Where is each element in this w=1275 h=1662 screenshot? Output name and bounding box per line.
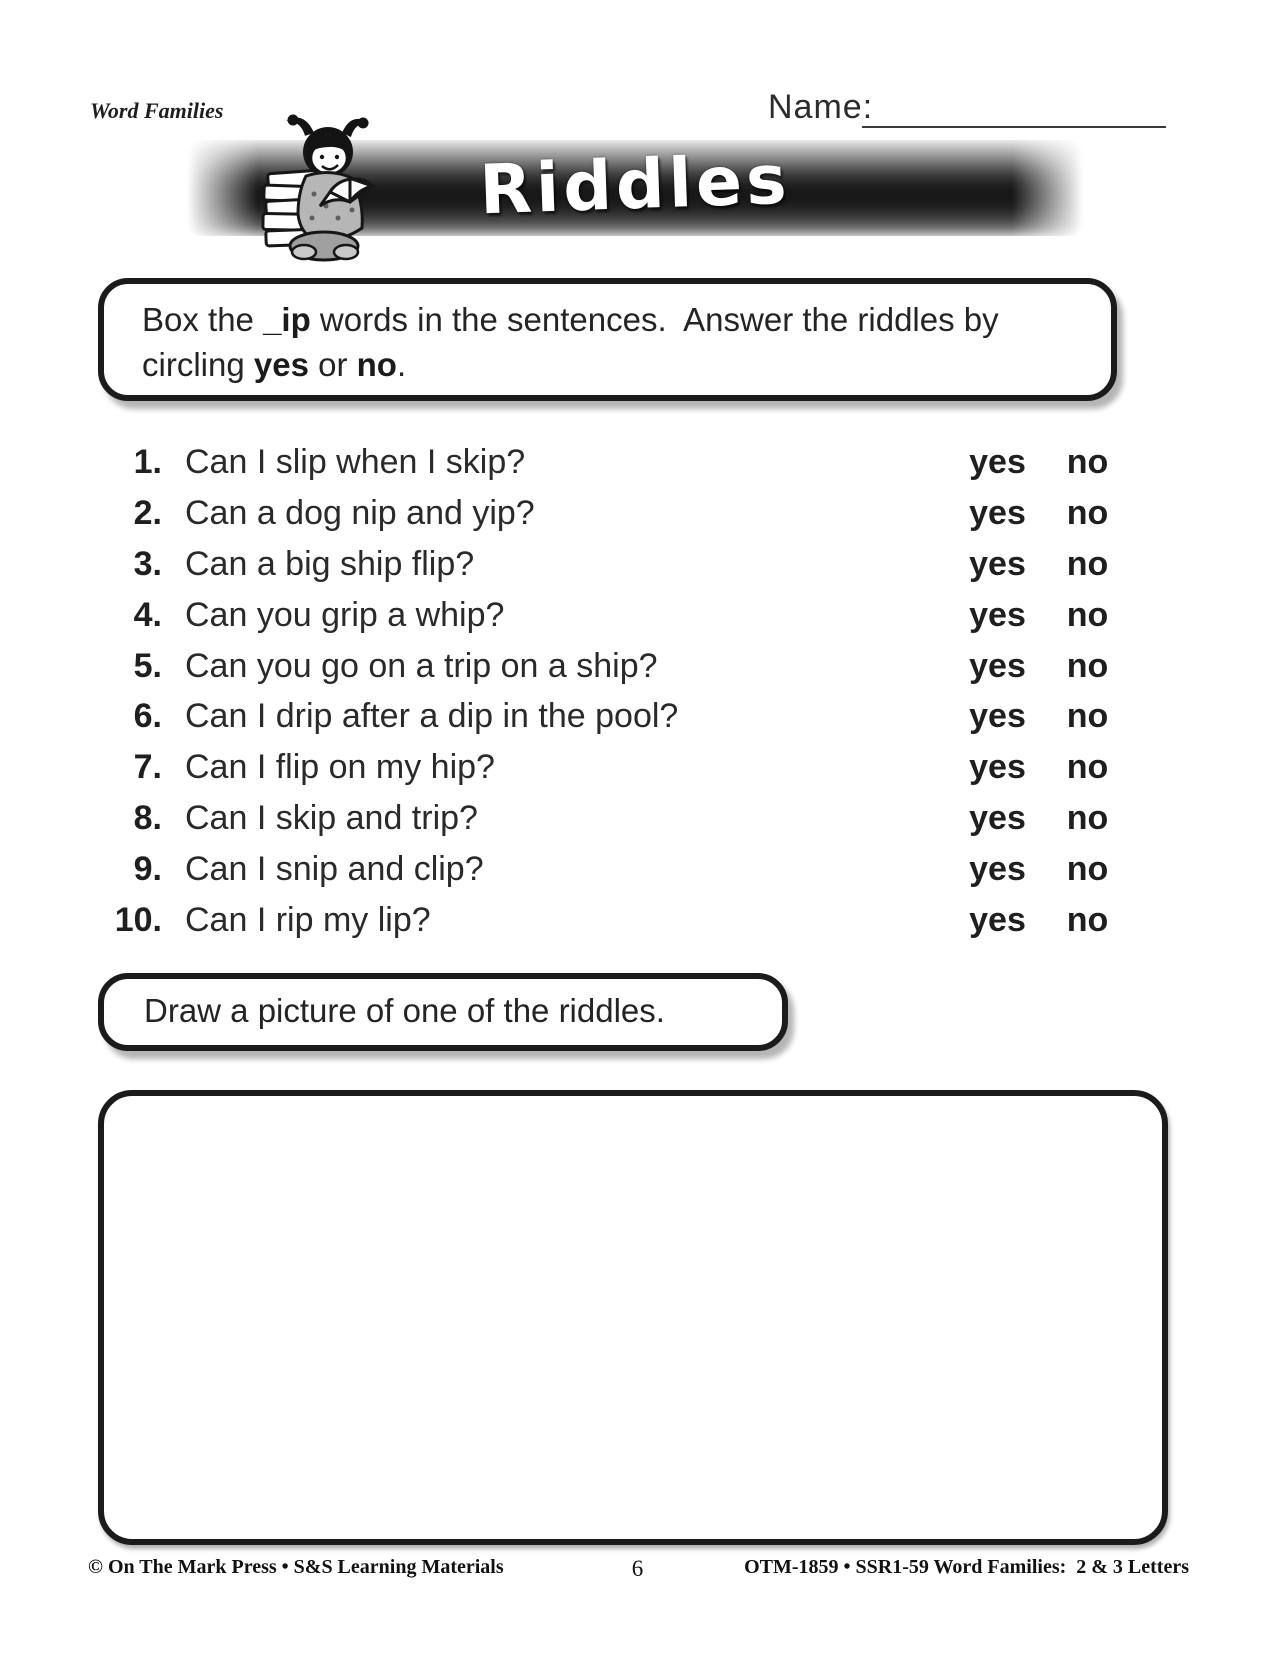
instruction-or: or	[308, 346, 357, 383]
page-title: Riddles	[478, 140, 792, 231]
name-label: Name:	[768, 88, 874, 126]
catalog-reference: OTM-1859 • SSR1-59 Word Families: 2 & 3 Letters	[744, 1556, 1189, 1578]
answer-no-4[interactable]: no	[1066, 595, 1109, 634]
riddle-number: 9.	[133, 850, 162, 889]
name-input-line[interactable]	[862, 94, 1166, 128]
answer-no-6[interactable]: no	[1066, 697, 1109, 736]
riddle-question: Can I snip and clip?	[185, 850, 484, 889]
answer-yes-8[interactable]: yes	[969, 799, 1026, 838]
answer-yes-4[interactable]: yes	[969, 595, 1026, 634]
riddle-question: Can you grip a whip?	[185, 595, 505, 634]
riddle-row-3	[85, 544, 1130, 595]
riddle-question: Can you go on a trip on a ship?	[185, 646, 658, 685]
riddle-row-1	[85, 442, 1130, 493]
riddle-number: 1.	[133, 443, 162, 481]
riddle-question: Can I skip and trip?	[185, 799, 478, 838]
answer-no-1[interactable]: no	[1066, 443, 1109, 481]
riddle-row-4	[85, 595, 1130, 646]
draw-prompt-box	[98, 973, 788, 1051]
riddle-number: 4.	[133, 595, 162, 634]
riddle-row-8	[85, 798, 1130, 849]
answer-yes-9[interactable]: yes	[969, 850, 1026, 889]
riddle-question: Can I drip after a dip in the pool?	[185, 697, 679, 736]
page-number: 6	[631, 1556, 644, 1581]
answer-no-5[interactable]: no	[1066, 646, 1109, 685]
riddle-row-6	[85, 696, 1130, 747]
page-footer	[0, 1556, 1275, 1586]
answer-yes-2[interactable]: yes	[969, 493, 1026, 532]
instruction-text-pre: Box the	[142, 301, 264, 338]
instruction-box	[98, 278, 1117, 401]
answer-no-8[interactable]: no	[1066, 799, 1109, 838]
draw-prompt-text: Draw a picture of one of the riddles.	[144, 992, 665, 1029]
answer-yes-1[interactable]: yes	[969, 443, 1026, 481]
riddle-row-5	[85, 646, 1130, 697]
riddle-row-10	[85, 900, 1130, 951]
answer-yes-7[interactable]: yes	[969, 748, 1026, 787]
answer-no-9[interactable]: no	[1066, 850, 1109, 889]
riddle-number: 5.	[133, 646, 162, 685]
answer-no-2[interactable]: no	[1066, 493, 1109, 532]
riddle-question: Can a dog nip and yip?	[185, 493, 535, 532]
riddle-number: 3.	[133, 544, 162, 583]
riddle-question: Can I rip my lip?	[185, 901, 431, 940]
riddle-row-7	[85, 747, 1130, 798]
riddle-number: 10.	[114, 901, 162, 940]
riddle-question: Can a big ship flip?	[185, 544, 475, 583]
answer-yes-10[interactable]: yes	[969, 901, 1026, 940]
riddle-number: 7.	[133, 748, 162, 787]
instruction-text-post: words in the sentences. Answer the riddles by circling	[142, 301, 1008, 383]
subject-label: Word Families	[90, 98, 224, 123]
drawing-area[interactable]	[98, 1090, 1168, 1545]
answer-yes-5[interactable]: yes	[969, 646, 1026, 685]
riddle-number: 2.	[133, 493, 162, 532]
answer-no-3[interactable]: no	[1066, 544, 1109, 583]
instruction-no: no	[356, 346, 397, 383]
answer-no-7[interactable]: no	[1066, 748, 1109, 787]
publisher-credit: © On The Mark Press • S&S Learning Materials	[88, 1556, 504, 1578]
word-family-label: _ip	[263, 301, 311, 338]
riddle-number: 8.	[133, 799, 162, 838]
answer-yes-6[interactable]: yes	[969, 697, 1026, 736]
riddle-question: Can I slip when I skip?	[185, 443, 526, 481]
answer-yes-3[interactable]: yes	[969, 544, 1026, 583]
riddle-question: Can I flip on my hip?	[185, 748, 495, 787]
riddle-number: 6.	[133, 697, 162, 736]
riddle-list	[85, 442, 1130, 951]
instruction-yes: yes	[253, 346, 309, 383]
riddle-row-9	[85, 849, 1130, 900]
instruction-period: .	[396, 346, 407, 383]
riddle-row-2	[85, 493, 1130, 544]
answer-no-10[interactable]: no	[1066, 901, 1109, 940]
